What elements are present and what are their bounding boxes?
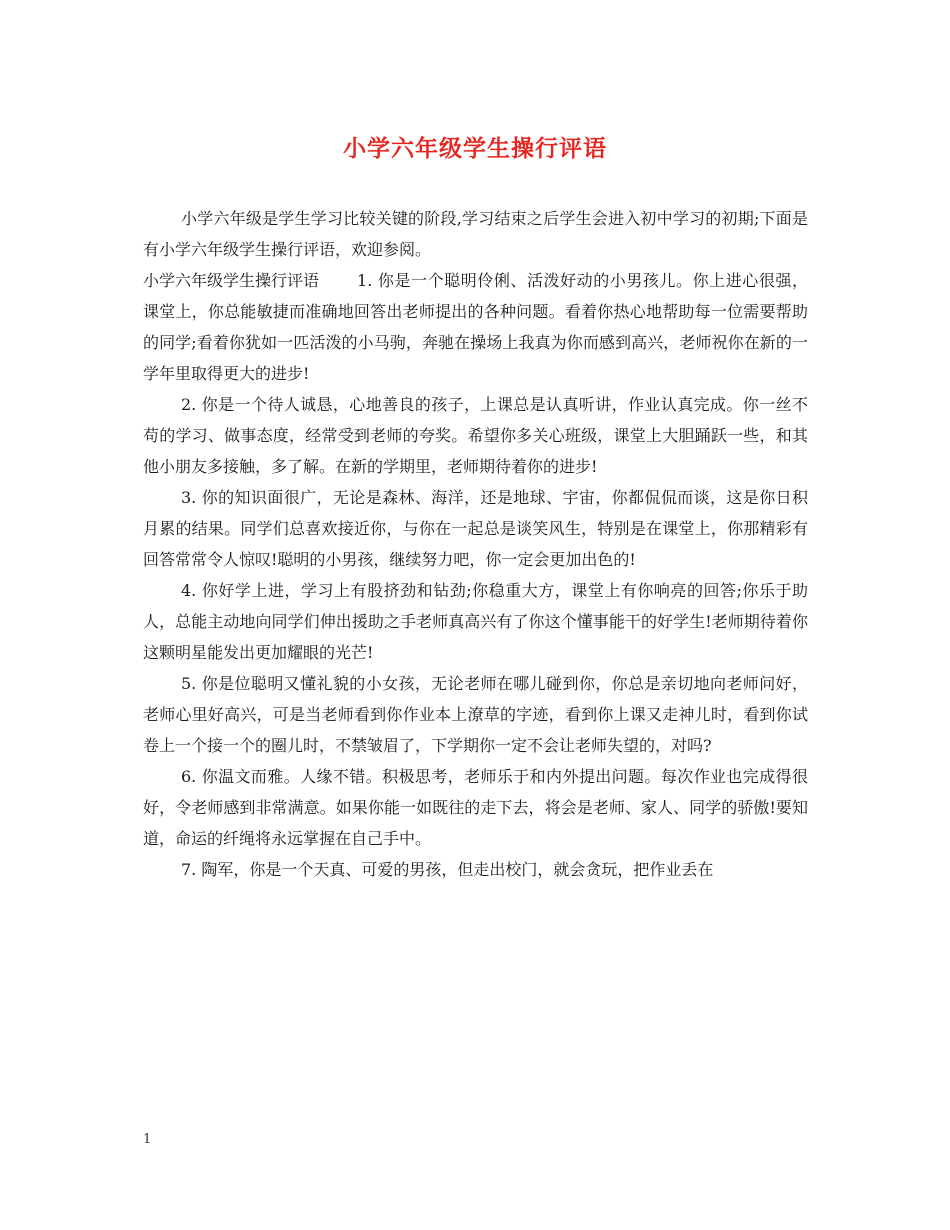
intro-paragraph: 小学六年级是学生学习比较关键的阶段,学习结束之后学生会进入初中学习的初期;下面是有小学六年级学生操行评语，欢迎参阅。 <box>143 209 808 259</box>
document-title: 小学六年级学生操行评语 <box>343 136 607 162</box>
comment-text-1: 1. 你是一个聪明伶俐、活泼好动的小男孩儿。你上进心很强，课堂上，你总能敏捷而准确地回答出老师提出的各种问题。看着你热心地帮助每一位需要帮助的同学;看着你犹如一匹活泼的小马驹，奔驰在操场上我真为你而感到高兴，老师祝你在新的一学年里取得更大的进步! <box>143 271 808 383</box>
page-number: 1 <box>143 1132 152 1147</box>
comment-paragraph-6: 6. 你温文而雅。人缘不错。积极思考，老师乐于和内外提出问题。每次作业也完成得很好，令老师感到非常满意。如果你能一如既往的走下去，将会是老师、家人、同学的骄傲!要知道，命运的纤绳将永远掌握在自己手中。 <box>143 767 808 848</box>
document-body <box>143 203 808 885</box>
comment-paragraph-3: 3. 你的知识面很广，无论是森林、海洋，还是地球、宇宙，你都侃侃而谈，这是你日积月累的结果。同学们总喜欢接近你，与你在一起总是谈笑风生，特别是在课堂上，你那精彩有回答常常令人惊叹!聪明的小男孩，继续努力吧，你一定会更加出色的! <box>143 488 808 569</box>
comment-paragraph-4: 4. 你好学上进，学习上有股挤劲和钻劲;你稳重大方，课堂上有你响亮的回答;你乐于助人，总能主动地向同学们伸出援助之手老师真高兴有了你这个懂事能干的好学生!老师期待着你这颗明星能发出更加耀眼的光芒! <box>143 581 808 662</box>
section-heading: 小学六年级学生操行评语 <box>143 271 320 290</box>
comment-paragraph-7: 7. 陶军，你是一个天真、可爱的男孩，但走出校门，就会贪玩，把作业丢在 <box>181 860 714 879</box>
comment-paragraph-5: 5. 你是位聪明又懂礼貌的小女孩，无论老师在哪儿碰到你，你总是亲切地向老师问好，老师心里好高兴，可是当老师看到你作业本上潦草的字迹，看到你上课又走神儿时，看到你试卷上一个接一个的圈儿时，不禁皱眉了，下学期你一定不会让老师失望的，对吗? <box>143 674 808 755</box>
comment-paragraph-2: 2. 你是一个待人诚恳，心地善良的孩子，上课总是认真听讲，作业认真完成。你一丝不苟的学习、做事态度，经常受到老师的夸奖。希望你多关心班级，课堂上大胆踊跃一些，和其他小朋友多接触，多了解。在新的学期里，老师期待着你的进步! <box>143 395 808 476</box>
comment-paragraph-1 <box>143 265 808 389</box>
